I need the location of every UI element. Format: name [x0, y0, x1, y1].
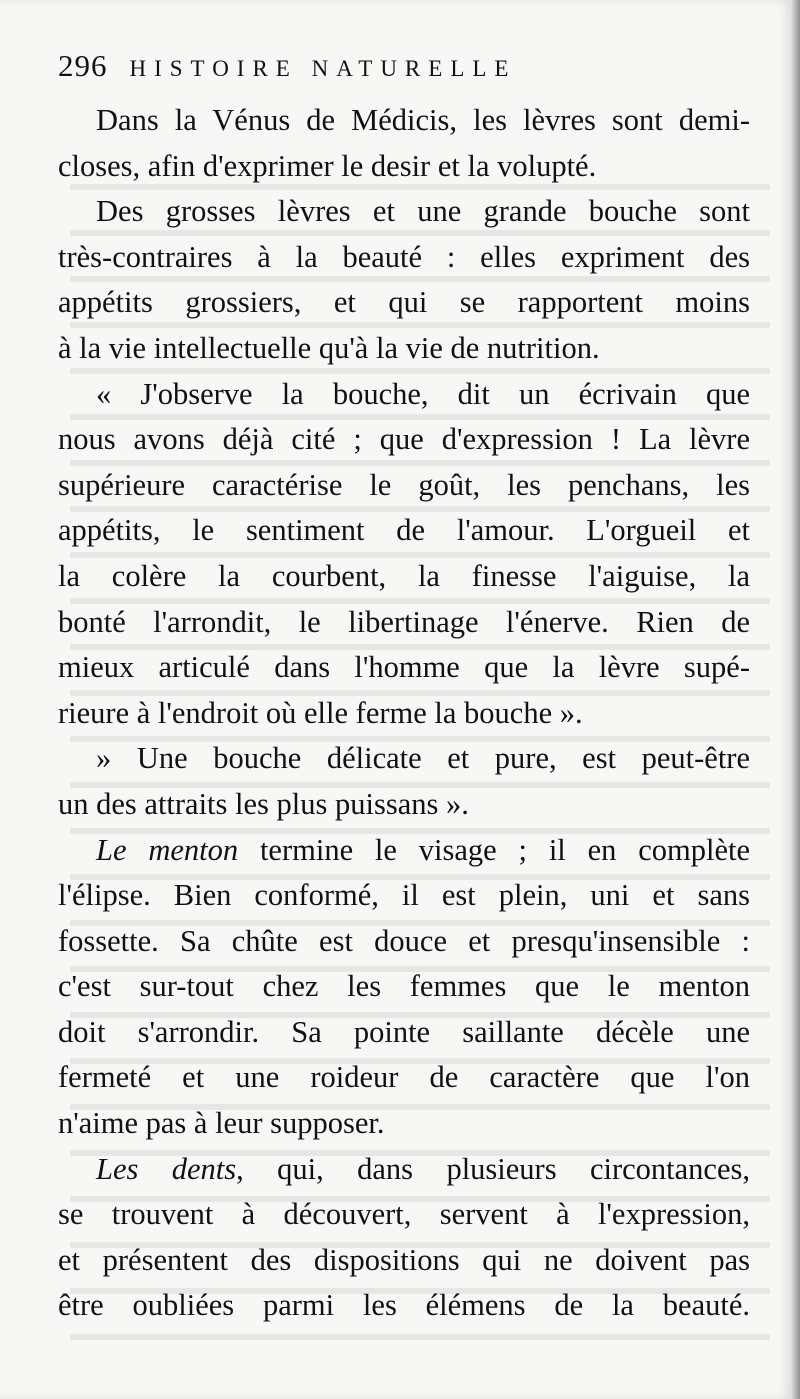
text-line: fermeté et une roideur de caractère que l'on — [58, 1060, 750, 1095]
text-line: Des grosses lèvres et une grande bouche sont — [96, 194, 750, 229]
text-line: doit s'arrondir. Sa pointe saillante décèle une — [58, 1014, 750, 1049]
text-line: fossette. Sa chûte est douce et presqu'insensible : — [58, 923, 750, 958]
text-line: « J'observe la bouche, dit un écrivain que — [96, 376, 750, 411]
text-line: et présentent des dispositions qui ne doivent pas — [58, 1242, 750, 1277]
page-header — [58, 48, 748, 92]
text-line: rieure à l'endroit où elle ferme la bouche ». — [58, 695, 583, 730]
text-line: supérieure caractérise le goût, les penchans, les — [58, 467, 750, 502]
italic-term-menton: Le menton — [96, 832, 239, 867]
text-line: nous avons déjà cité ; que d'expression ! La lèvre — [58, 422, 750, 457]
text-line: appétits grossiers, et qui se rapportent moins — [58, 285, 750, 320]
text-line: être oubliées parmi les élémens de la beauté. — [58, 1288, 750, 1323]
italic-term-dents: Les dents — [96, 1151, 237, 1186]
text-run: , qui, dans plusieurs circontances, — [236, 1151, 750, 1186]
text-line: Dans la Vénus de Médicis, les lèvres sont demi- — [96, 103, 750, 137]
text-line: très-contraires à la beauté : elles expriment des — [58, 239, 750, 274]
text-line: se trouvent à découvert, servent à l'expression, — [58, 1197, 750, 1232]
text-line: un des attraits les plus puissans ». — [58, 786, 469, 821]
text-line: l'élipse. Bien conformé, il est plein, uni et sans — [58, 878, 750, 913]
text-line: appétits, le sentiment de l'amour. L'orgueil et — [58, 513, 750, 548]
running-head: HISTOIRE NATURELLE — [129, 56, 517, 81]
text-line: closes, afin d'exprimer le desir et la volupté. — [58, 148, 597, 183]
page-number: 296 — [58, 48, 108, 83]
text-run: termine le visage ; il en complète — [238, 832, 750, 867]
text-line: c'est sur-tout chez les femmes que le menton — [58, 969, 750, 1004]
text-line: bonté l'arrondit, le libertinage l'énerve. Rien de — [58, 604, 750, 639]
text-line: la colère la courbent, la finesse l'aiguise, la — [58, 558, 750, 593]
text-line — [58, 1147, 750, 1193]
text-line: » Une bouche délicate et pure, est peut-être — [96, 741, 750, 776]
text-line: à la vie intellectuelle qu'à la vie de nutrition. — [58, 330, 600, 365]
body-text — [58, 98, 750, 1329]
text-line: mieux articulé dans l'homme que la lèvre supé- — [58, 650, 750, 685]
page-edge-shadow — [790, 0, 800, 1399]
text-line — [58, 828, 750, 874]
text-line: n'aime pas à leur supposer. — [58, 1106, 385, 1141]
